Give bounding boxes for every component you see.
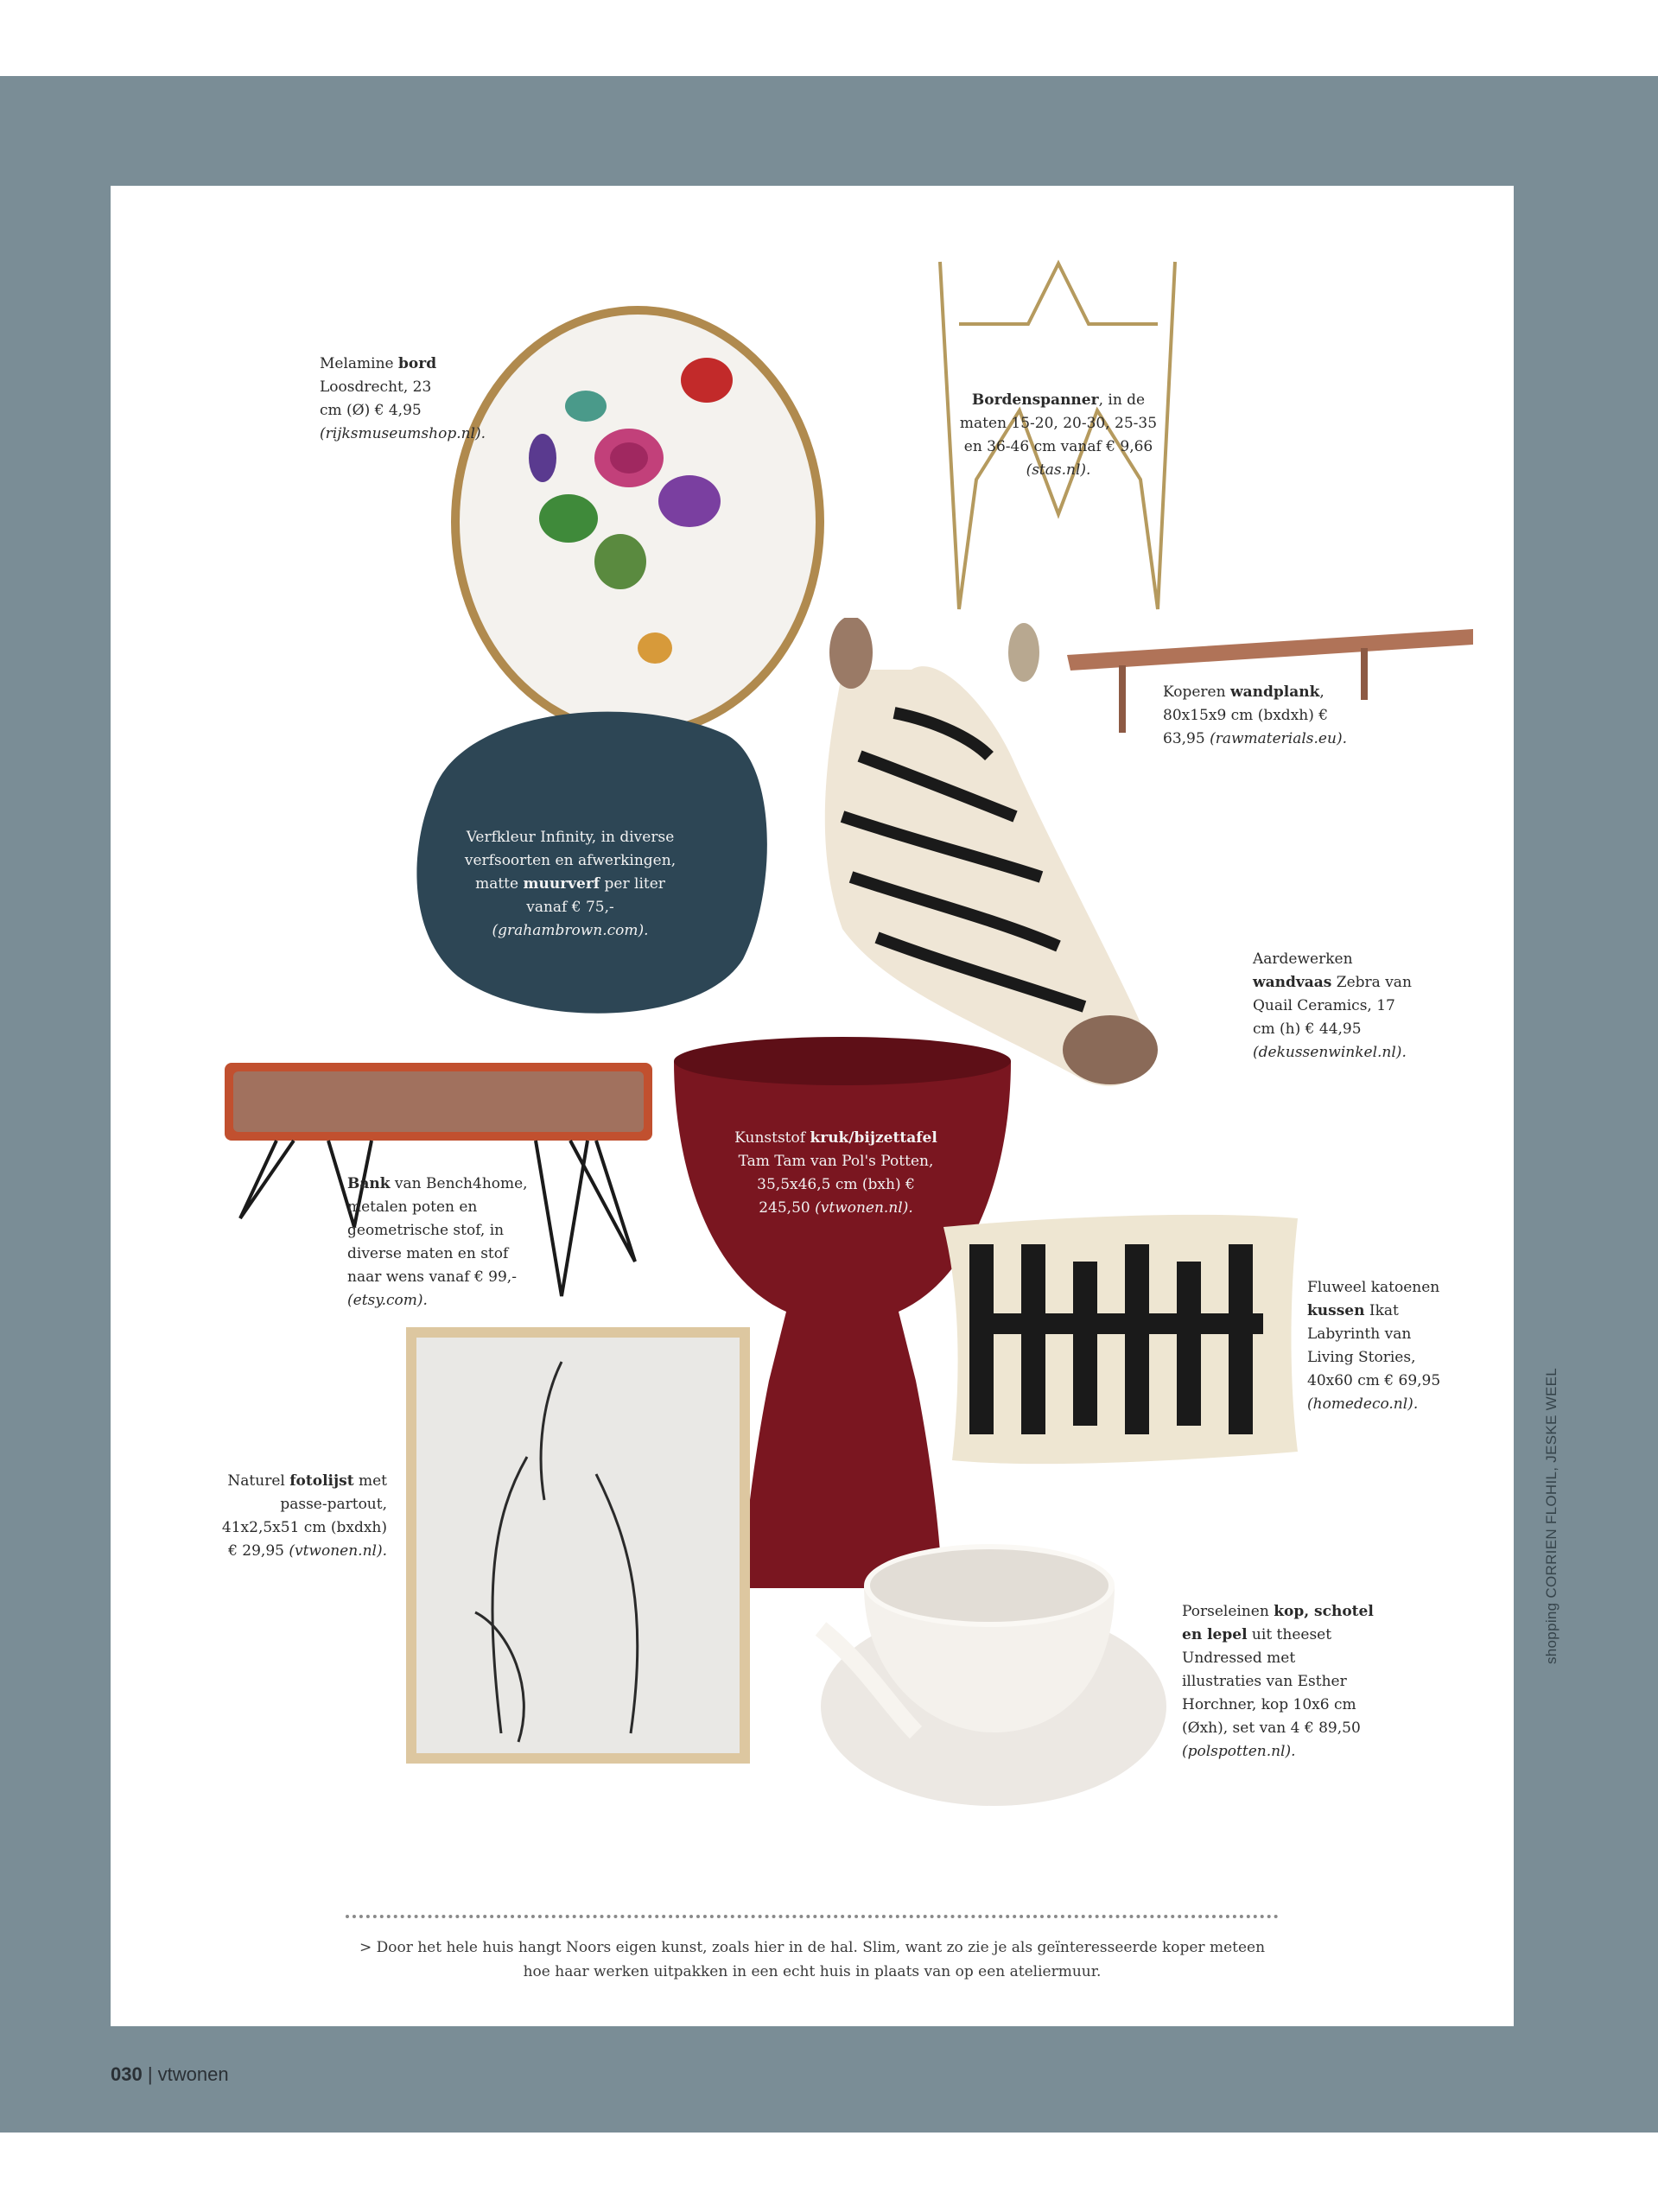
cup-saucer-image	[812, 1534, 1175, 1810]
caption-paint: Verfkleur Infinity, in diverse verfsoorten en afwerkingen, matte muurverf per liter vanaf € 75,- (grahambrown.com).	[464, 829, 677, 939]
page-folio: 030 | vtwonen	[111, 2063, 229, 2085]
caption-zebra-vase: Aardewerken wandvaas Zebra van Quail Ceramics, 17 cm (h) € 44,95 (dekussenwinkel.nl).	[1253, 950, 1412, 1061]
photo-frame-image	[406, 1327, 750, 1764]
caption-cushion: Fluweel katoenen kussen Ikat Labyrinth van Living Stories, 40x60 cm € 69,95 (homedeco.nl).	[1307, 1279, 1441, 1413]
caption-copper-shelf: Koperen wandplank, 80x15x9 cm (bxdxh) € 63,95 (rawmaterials.eu).	[1163, 683, 1347, 747]
plate-image	[448, 302, 828, 741]
caption-photo-frame: Naturel fotolijst met passe-partout, 41x2,5x51 cm (bxdxh) € 29,95 (vtwonen.nl).	[221, 1472, 387, 1560]
caption-cup-saucer: Porseleinen kop, schotel en lepel uit theeset Undressed met illustraties van Esther Horchner, kop 10x6 cm (Øxh), set van 4 € 89,50 (polspotten.nl).	[1182, 1603, 1374, 1760]
caption-plate-hanger: Bordenspanner, in de maten 15-20, 20-30, 25-35 en 36-46 cm vanaf € 9,66 (stas.nl).	[959, 391, 1158, 479]
caption-plate: Melamine bord Loosdrecht, 23 cm (Ø) € 4,95 (rijksmuseumshop.nl).	[320, 355, 486, 442]
pull-quote: > Door het hele huis hangt Noors eigen kunst, zoals hier in de hal. Slim, want zo zie je als geïnteresseerde koper meteen hoe haar werken uitpakken in een echt huis in plaats van op een ateliermuur.	[346, 1915, 1279, 1984]
caption-bench: Bank van Bench4home, metalen poten en geometrische stof, in diverse maten en stof naar wens vanaf € 99,- (etsy.com).	[347, 1175, 528, 1309]
cushion-image	[935, 1210, 1302, 1469]
photo-credit: shopping CORRIEN FLOHIL, JESKE WEEL	[1543, 1367, 1560, 1664]
caption-stool: Kunststof kruk/bijzettafel Tam Tam van Pol's Potten, 35,5x46,5 cm (bxh) € 245,50 (vtwonen.nl).	[734, 1129, 937, 1217]
